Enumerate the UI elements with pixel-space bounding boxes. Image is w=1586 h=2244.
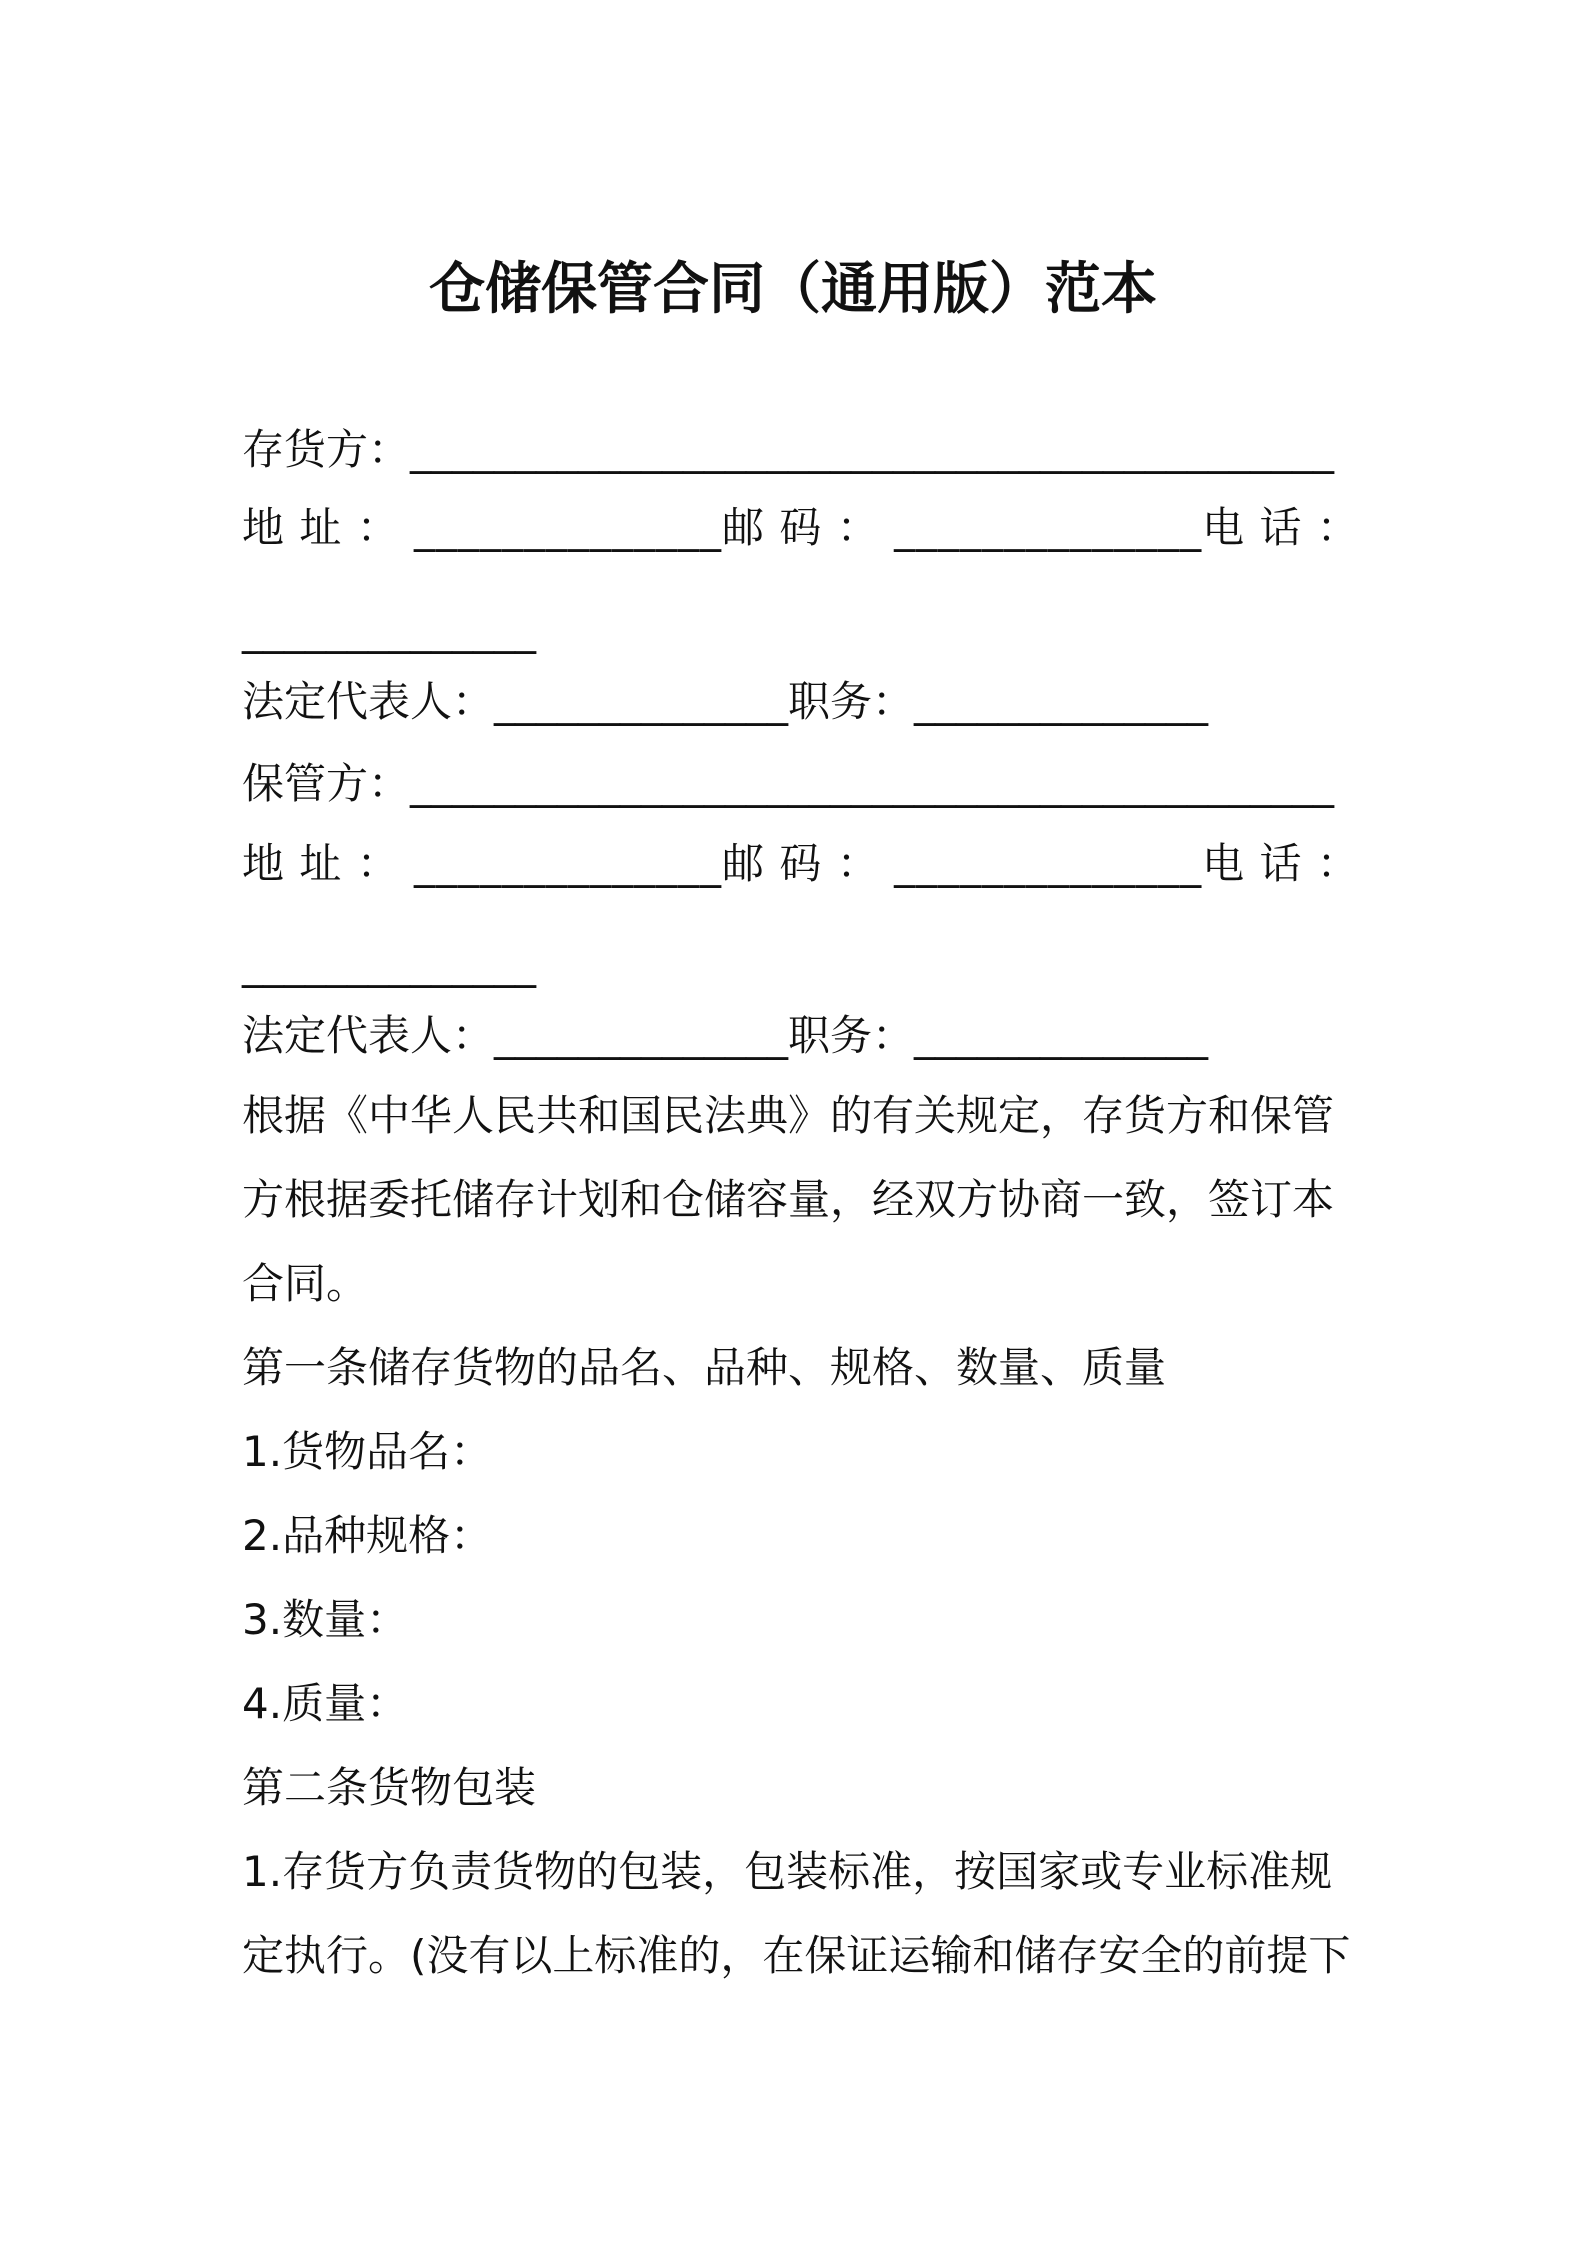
depositor-representative-line: 法定代表人：______________职务：______________	[242, 677, 1209, 726]
article-1-item: 4.质量：	[242, 1679, 409, 1728]
custodian-phone-blank: ______________	[242, 939, 536, 988]
preamble-line: 方根据委托储存计划和仓储容量，经双方协商一致，签订本	[242, 1175, 1335, 1224]
depositor-address-line: 地 址 ： ______________邮 码 ： ______________电 话 ：	[242, 503, 1360, 552]
article-2-line: 定执行。(没有以上标准的，在保证运输和储存安全的前提下	[242, 1931, 1351, 1980]
article-1	[242, 1326, 1352, 1746]
custodian-representative-line: 法定代表人：______________职务：______________	[242, 1011, 1209, 1060]
document-title: 仓储保管合同（通用版）范本	[429, 257, 1157, 322]
depositor-name-line: 存货方：____________________________________________	[242, 425, 1335, 474]
article-1-item: 3.数量：	[242, 1595, 409, 1644]
custodian-address-line: 地 址 ： ______________邮 码 ： ______________电 话 ：	[242, 839, 1360, 888]
preamble-line: 合同。	[242, 1259, 369, 1308]
custodian-name-line: 保管方：____________________________________________	[242, 759, 1335, 808]
depositor-phone-blank: ______________	[242, 605, 536, 654]
article-2-heading: 第二条货物包装	[242, 1763, 537, 1812]
preamble-line: 根据《中华人民共和国民法典》的有关规定，存货方和保管	[242, 1091, 1335, 1140]
preamble-paragraph	[242, 1074, 1352, 1326]
article-1-item: 1.货物品名：	[242, 1427, 493, 1476]
article-2-line: 1.存货方负责货物的包装，包装标准，按国家或专业标准规	[242, 1847, 1333, 1896]
article-2	[242, 1746, 1352, 1998]
article-1-heading: 第一条储存货物的品名、品种、规格、数量、质量	[242, 1343, 1167, 1392]
article-1-item: 2.品种规格：	[242, 1511, 493, 1560]
